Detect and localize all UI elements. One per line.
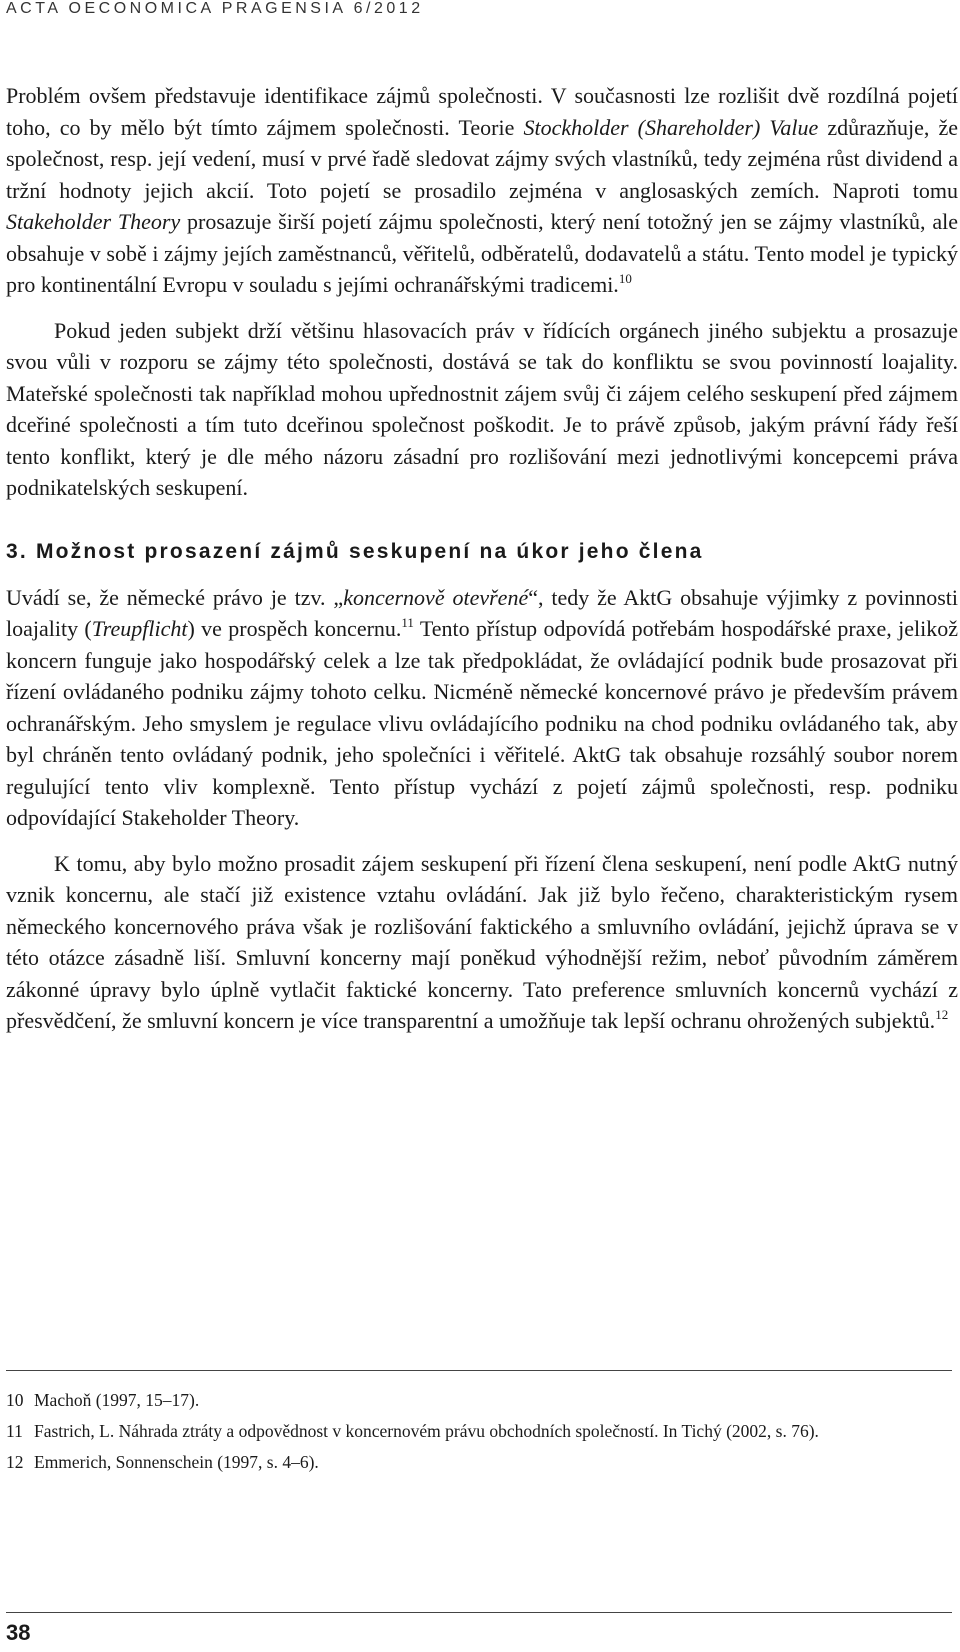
- footnote-item: [6, 1419, 906, 1444]
- text-run: zdůrazňuje, že společnost, resp. její vedení, musí v prvé řadě sledovat zájmy svých vlastníků, tedy zejména růst dividend a tržní hodnoty jejich akcií. Toto pojetí se prosadilo zejména v anglosaských zemích. Naproti tomu: [6, 114, 959, 203]
- text-run: Tento přístup odpovídá potřebám hospodářské praxe, jelikož koncern funguje jako hospodářský celek a lze tak předpokládat, že ovládající podnik bude prosazovat při řízení ovládaného podniku zájmy tohoto celku. Nicméně německé koncernové právo je především právem ochranářským. Jeho smyslem je regulace vlivu ovládajícího podniku na chod podniku ovládaného tak, aby byl chráněn tento ovládaný podnik, jeho společníci i věřitelé. AktG tak obsahuje rozsáhlý soubor norem regulující tento vliv komplexně. Tento přístup vychází z pojetí zájmů společnosti, resp. podniku odpovídající Stakeholder Theory.: [6, 616, 958, 830]
- footnote-item: [6, 1388, 906, 1413]
- section-heading: 3. Možnost prosazení zájmů seskupení na úkor jeho člena: [6, 539, 704, 563]
- text-run: prosazuje širší pojetí zájmu společnosti, který není totožný jen se zájmy vlastníků, ale obsahuje v sobě i zájmy jejích zaměstnanců, věřitelů, odběratelů, dodavatelů a státu. Tento model je typický pro kontinentální Evropu v souladu s jejími ochranářskými tradicemi.: [6, 209, 958, 297]
- footnote-text: Machoň (1997, 15–17).: [34, 1390, 200, 1410]
- footnote-item: [6, 1450, 906, 1475]
- italic-term: Stakeholder Theory: [6, 209, 181, 234]
- footnote-ref-10[interactable]: 10: [618, 271, 632, 286]
- footnote-ref-11[interactable]: 11: [401, 615, 414, 630]
- footnote-text: Fastrich, L. Náhrada ztráty a odpovědnost v koncernovém právu obchodních společností. In Tichý (2002, s. 76).: [34, 1421, 819, 1441]
- footnote-ref-12[interactable]: 12: [935, 1007, 949, 1022]
- body-text: [6, 80, 958, 1037]
- text-run: Uvádí se, že německé právo je tzv. „: [6, 584, 344, 610]
- page-number: 38: [6, 1620, 31, 1645]
- paragraph-2: Pokud jeden subjekt drží většinu hlasovacích práv v řídících orgánech jiného subjektu a prosazuje svou vůli v rozporu se zájmy této společnosti, dostává se tak do konfliktu se svou povinností loajality. Mateřské společnosti tak například mohou upřednostnit zájem svůj či zájem celého seskupení před zájmem dceřiné společnosti a tím tuto dceřinou společnost poškodit. Je to právě způsob, jakým právní řády řeší tento konflikt, který je dle mého názoru zásadní pro rozlišování mezi jednotlivými koncepcemi práva podnikatelských seskupení.: [6, 317, 958, 500]
- footnote-divider: [6, 1370, 952, 1371]
- paragraph-3: [6, 582, 958, 834]
- paragraph-4: [6, 848, 958, 1037]
- footnote-text: Emmerich, Sonnenschein (1997, s. 4–6).: [34, 1452, 319, 1472]
- paragraph-1: [6, 80, 958, 301]
- footnote-number: 10: [6, 1390, 24, 1410]
- italic-term: Treupflicht: [91, 616, 188, 641]
- italic-term: koncernově otevřené: [343, 584, 529, 610]
- footnote-number: 11: [6, 1421, 23, 1441]
- text-run: Problém ovšem představuje identifikace zájmů společnosti. V současnosti lze rozlišit dvě rozdílná pojetí toho, co by mělo být tímto zájmem společnosti. Teorie: [6, 83, 958, 140]
- page-divider: [6, 1612, 952, 1613]
- text-run: “, tedy že AktG obsahuje výjimky z povinnosti loajality (: [6, 584, 958, 641]
- footnote-number: 12: [6, 1452, 24, 1472]
- running-header: ACTA OECONOMICA PRAGENSIA 6/2012: [6, 0, 424, 17]
- italic-term: Stockholder (Shareholder) Value: [523, 114, 819, 140]
- text-run: K tomu, aby bylo možno prosadit zájem seskupení při řízení člena seskupení, není podle AktG nutný vznik koncernu, ale stačí již existence vztahu ovládání. Jak již bylo řečeno, charakteristickým rysem německého koncernového práva však je rozlišování faktického a smluvního ovládání, jejichž úprava se v této otázce zásadně liší. Smluvní koncerny mají poněkud výhodnější režim, neboť původním záměrem zákonné úpravy bylo úplně vytlačit faktické koncerny. Tato preference smluvních koncernů vychází z přesvědčení, že smluvní koncern je více transparentní a umožňuje tak lepší ochranu ohrožených subjektů.: [6, 850, 958, 1033]
- text-run: ) ve prospěch koncernu.: [187, 616, 402, 641]
- footnotes: [6, 1388, 906, 1481]
